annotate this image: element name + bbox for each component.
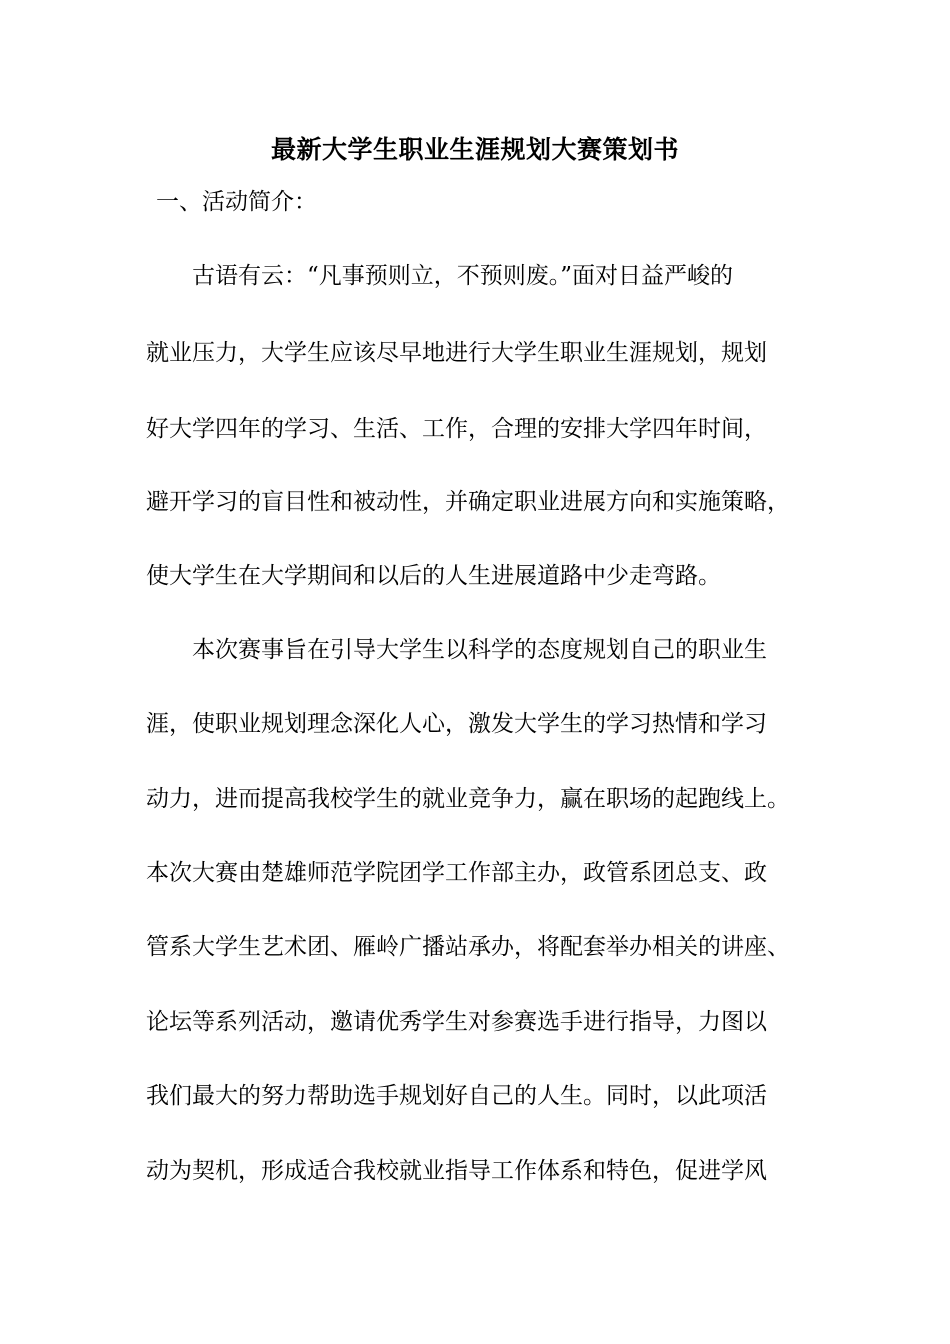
paragraph-line: 我们最大的努力帮助选手规划好自己的人生。同时，以此项活 bbox=[146, 1083, 767, 1109]
paragraph-line: 好大学四年的学习、生活、工作，合理的安排大学四年时间， bbox=[146, 416, 767, 442]
document-title: 最新大学生职业生涯规划大赛策划书 bbox=[270, 135, 679, 164]
paragraph-line: 本次大赛由楚雄师范学院团学工作部主办，政管系团总支、政 bbox=[146, 860, 767, 886]
paragraph-line: 就业压力，大学生应该尽早地进行大学生职业生涯规划，规划 bbox=[146, 340, 767, 366]
paragraph-line: 论坛等系列活动，邀请优秀学生对参赛选手进行指导，力图以 bbox=[146, 1009, 767, 1035]
paragraph-line: 使大学生在大学期间和以后的人生进展道路中少走弯路。 bbox=[146, 563, 721, 589]
paragraph-line: 古语有云：“凡事预则立，不预则废。”面对日益严峻的 bbox=[192, 263, 734, 289]
paragraph-line: 动为契机，形成适合我校就业指导工作体系和特色，促进学风 bbox=[146, 1158, 767, 1184]
paragraph-line: 管系大学生艺术团、雁岭广播站承办，将配套举办相关的讲座、 bbox=[146, 934, 790, 960]
paragraph-line: 避开学习的盲目性和被动性，并确定职业进展方向和实施策略， bbox=[146, 489, 790, 515]
section-heading: 一、活动简介： bbox=[156, 189, 317, 215]
paragraph-line: 本次赛事旨在引导大学生以科学的态度规划自己的职业生 bbox=[192, 637, 767, 663]
paragraph-line: 涯，使职业规划理念深化人心，激发大学生的学习热情和学习 bbox=[146, 711, 767, 737]
paragraph-line: 动力，进而提高我校学生的就业竞争力，赢在职场的起跑线上。 bbox=[146, 786, 790, 812]
